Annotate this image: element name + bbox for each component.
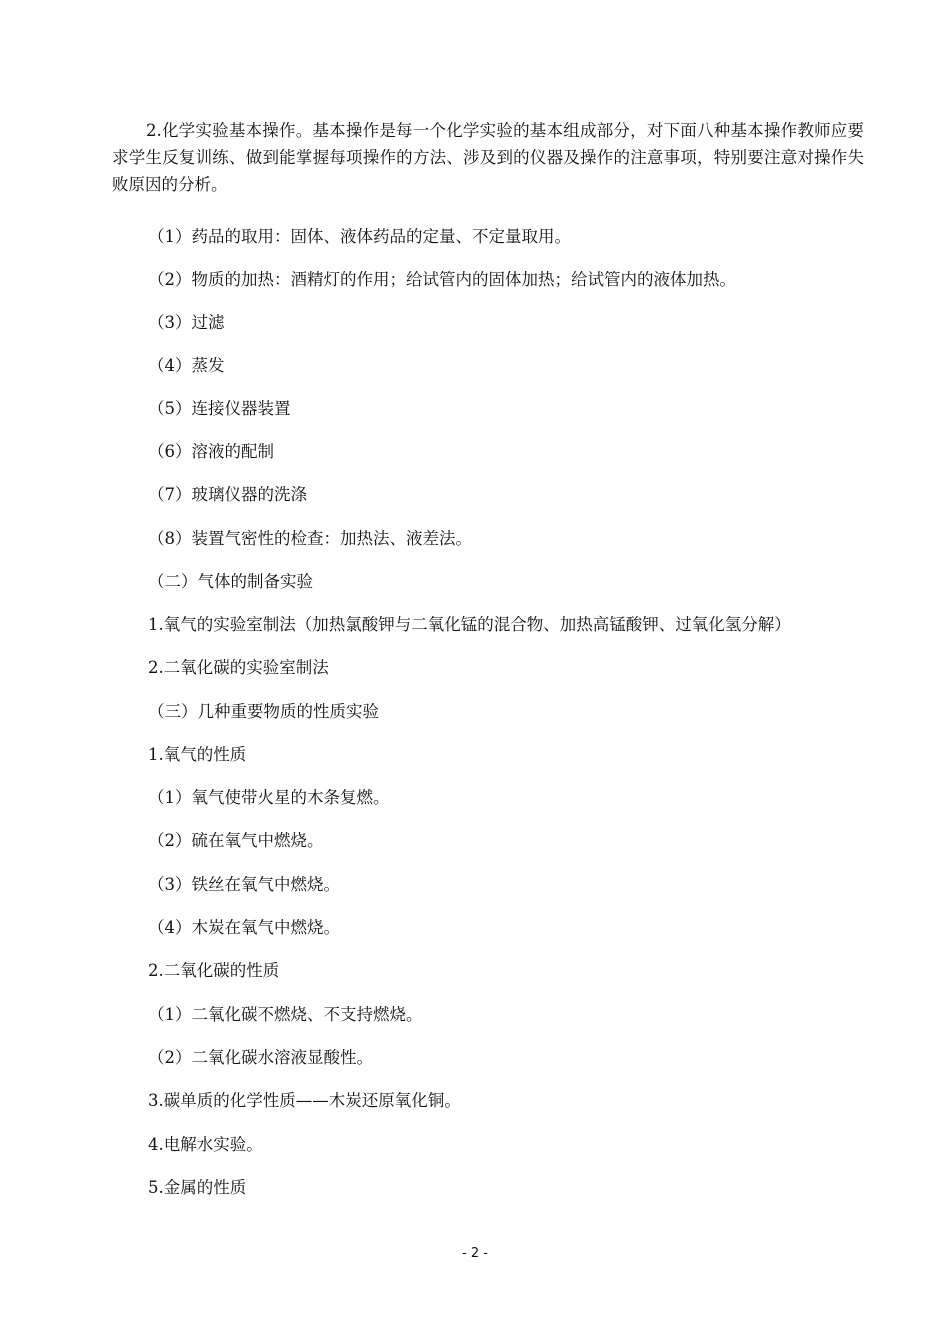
list-item: （2）硫在氧气中燃烧。: [148, 831, 324, 850]
list-item: （3）铁丝在氧气中燃烧。: [148, 875, 340, 894]
list-item: （7）玻璃仪器的洗涤: [148, 485, 307, 504]
list-item: （1）氧气使带火星的木条复燃。: [148, 788, 390, 807]
list-item: （5）连接仪器装置: [148, 399, 291, 418]
list-item: （2）物质的加热：酒精灯的作用；给试管内的固体加热；给试管内的液体加热。: [148, 270, 736, 289]
intro-paragraph-text: 2.化学实验基本操作。基本操作是每一个化学实验的基本组成部分，对下面八种基本操作教师应要求学生反复训练、做到能掌握每项操作的方法、涉及到的仪器及操作的注意事项，特别要注意对操作失败原因的分析。: [112, 121, 864, 194]
list-item: （1）药品的取用：固体、液体药品的定量、不定量取用。: [148, 227, 571, 246]
list-item: 1.氧气的性质: [148, 745, 247, 764]
list-item: （1）二氧化碳不燃烧、不支持燃烧。: [148, 1005, 423, 1024]
list-item: 4.电解水实验。: [148, 1135, 263, 1154]
list-item: （3）过滤: [148, 313, 225, 332]
list-item: （6）溶液的配制: [148, 442, 274, 461]
page-number: - 2 -: [462, 1246, 488, 1261]
list-item: 3.碳单质的化学性质——木炭还原氧化铜。: [148, 1091, 461, 1110]
section-heading: （二）气体的制备实验: [148, 572, 313, 591]
list-item: （8）装置气密性的检查：加热法、液差法。: [148, 529, 472, 548]
list-item: 2.二氧化碳的性质: [148, 961, 280, 980]
list-item: 2.二氧化碳的实验室制法: [148, 658, 329, 677]
section-heading: （三）几种重要物质的性质实验: [148, 702, 379, 721]
list-item: （4）木炭在氧气中燃烧。: [148, 918, 340, 937]
list-item: （4）蒸发: [148, 356, 225, 375]
intro-paragraph: [112, 117, 864, 198]
list-item: （2）二氧化碳水溶液显酸性。: [148, 1048, 373, 1067]
list-item: 1.氧气的实验室制法（加热氯酸钾与二氧化锰的混合物、加热高锰酸钾、过氧化氢分解）: [148, 615, 791, 634]
list-item: 5.金属的性质: [148, 1178, 247, 1197]
